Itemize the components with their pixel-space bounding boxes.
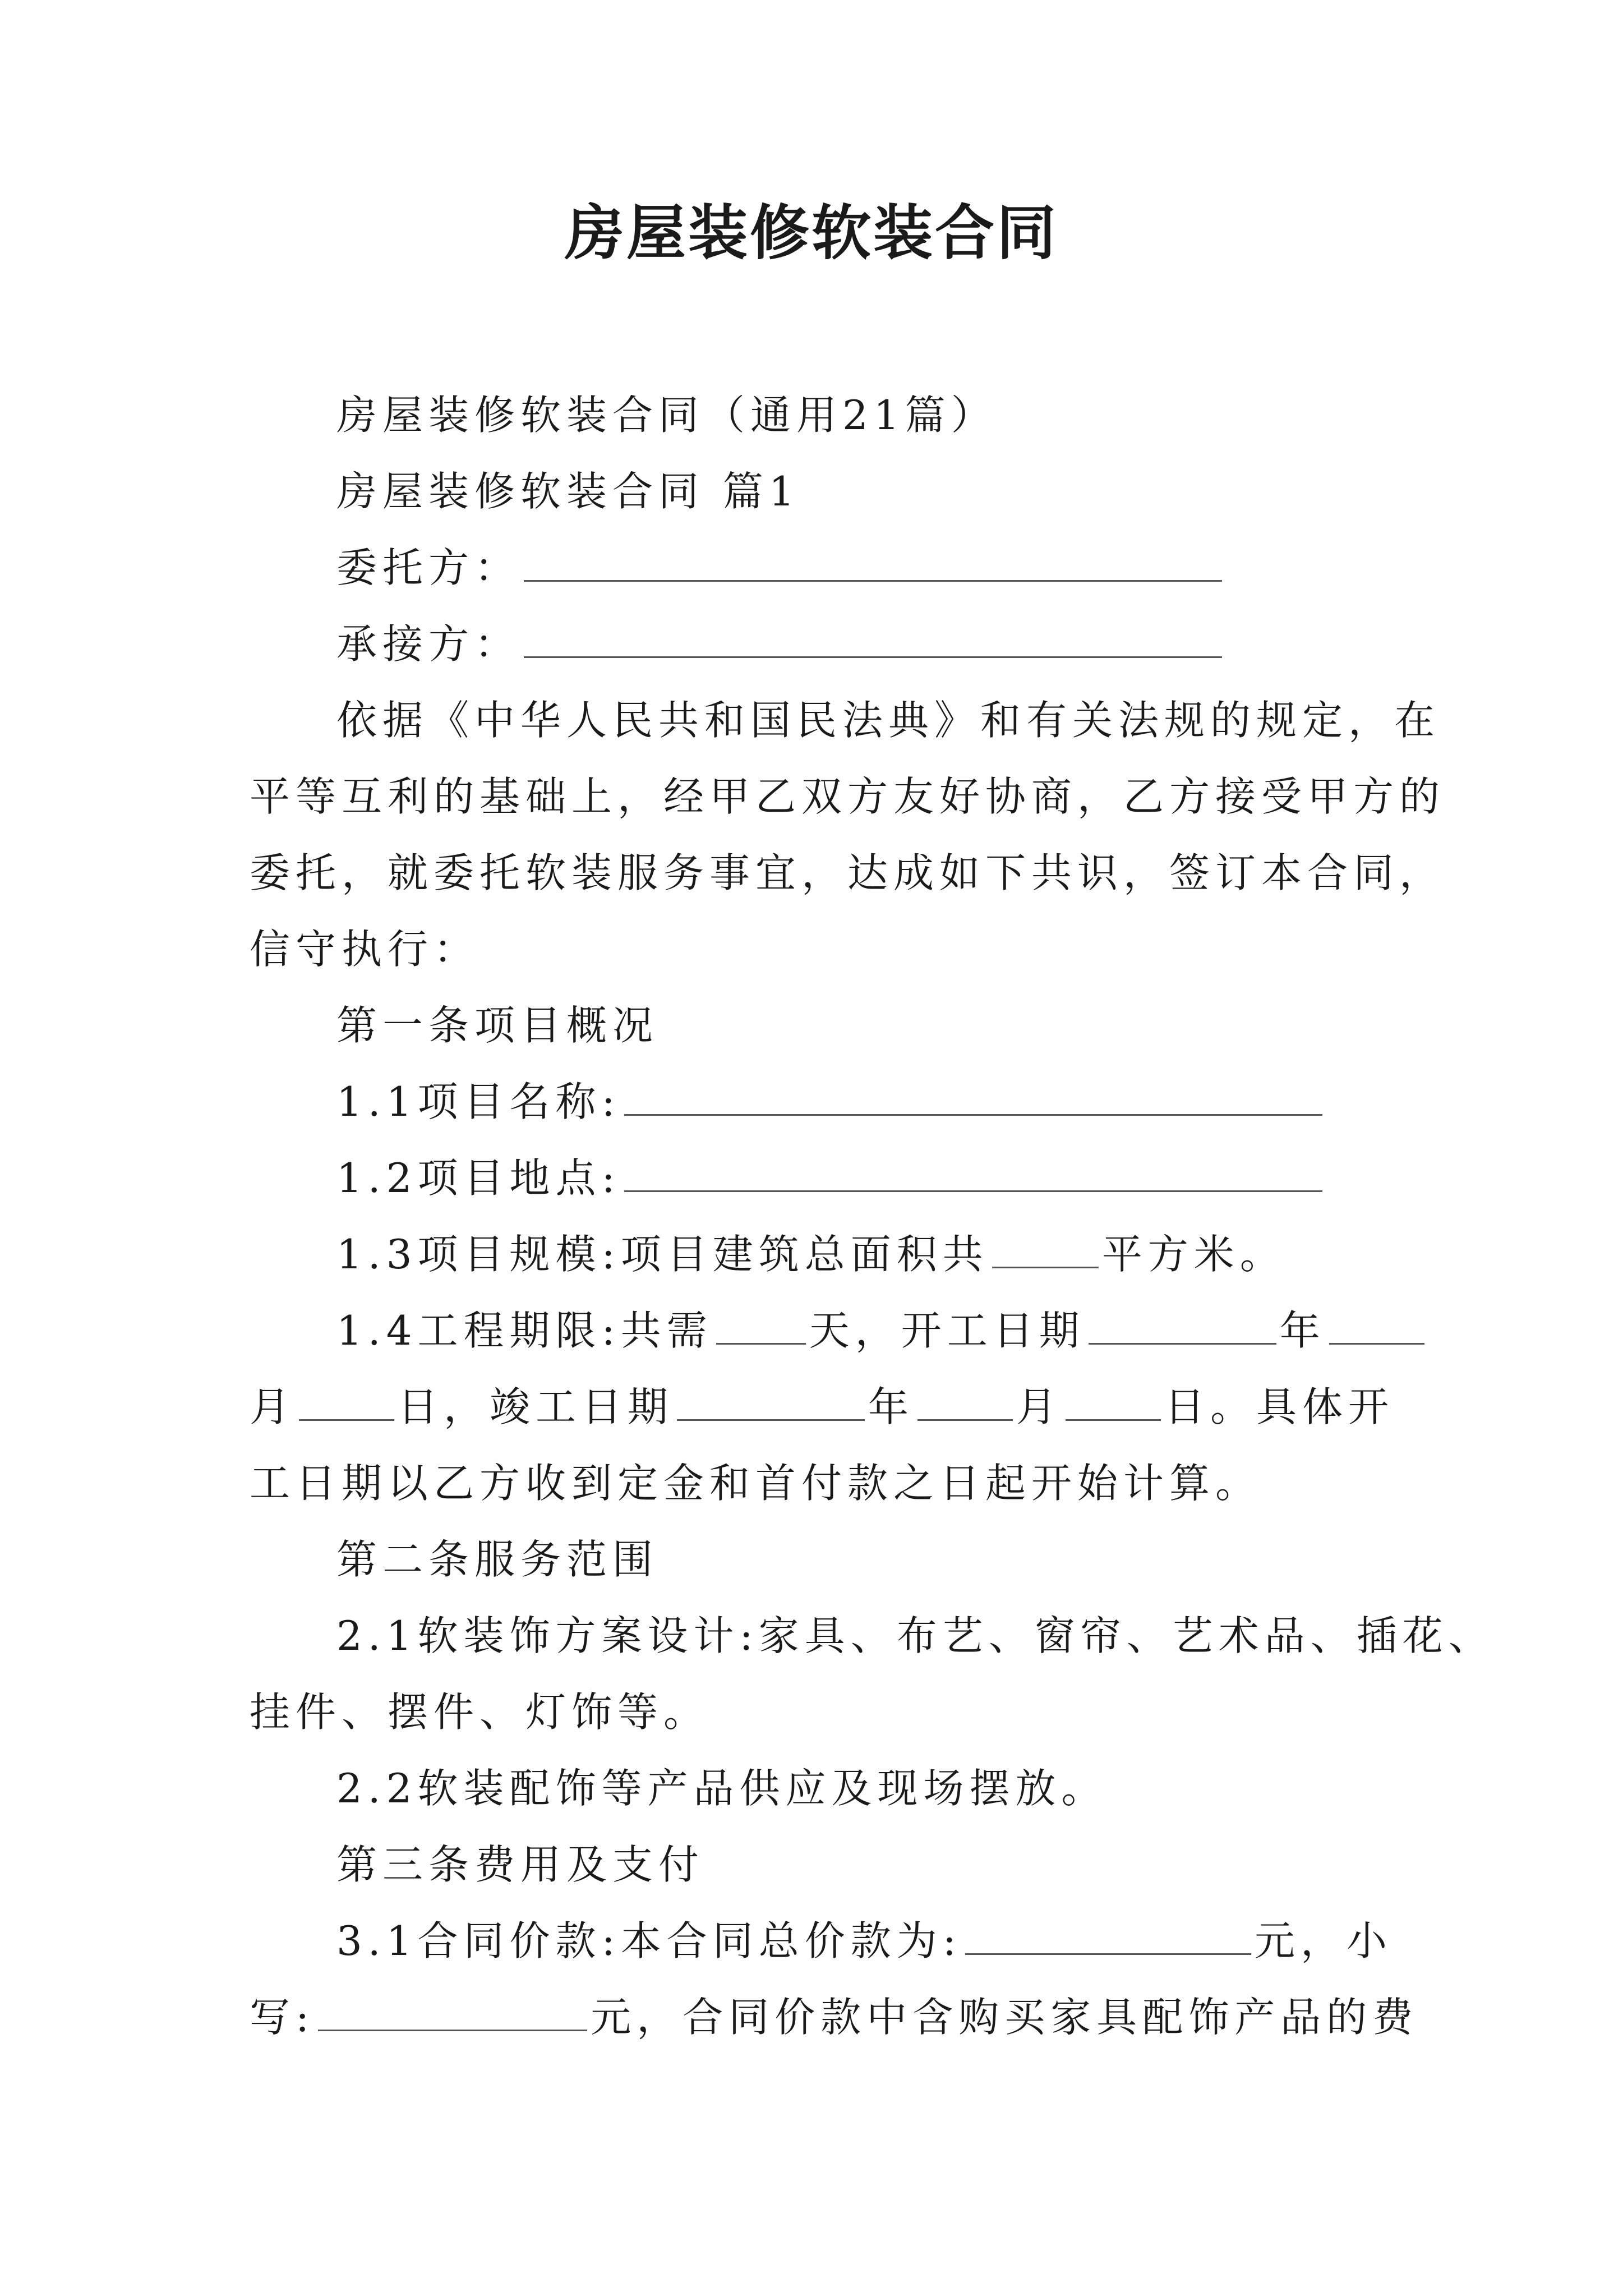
item-1-2-label: 1.2项目地点: xyxy=(336,1154,621,1202)
article-3-heading: 第三条费用及支付 xyxy=(336,1841,705,1888)
end-day-blank xyxy=(1066,1384,1161,1421)
party-a-blank xyxy=(524,545,1222,582)
item-1-4-row-3: 工日期以乙方收到定金和首付款之日起开始计算。 xyxy=(250,1460,1262,1507)
item-3-1-row-2 xyxy=(250,1989,1418,2045)
days-blank xyxy=(716,1308,806,1345)
start-year-blank xyxy=(1089,1308,1276,1345)
item-1-4-end-year-text: 年 xyxy=(868,1383,915,1430)
item-2-1-line-2: 挂件、摆件、灯饰等。 xyxy=(250,1688,710,1736)
item-1-4-end-month-text: 月 xyxy=(1016,1383,1063,1430)
item-1-2-row xyxy=(336,1150,1326,1206)
item-3-1-label: 3.1合同价款:本合同总价款为: xyxy=(336,1917,962,1964)
party-b-blank xyxy=(524,622,1222,658)
intro-line-1: 依据《中华人民共和国民法典》和有关法规的规定，在 xyxy=(336,697,1441,744)
party-b-label: 承接方： xyxy=(336,620,521,668)
item-1-4-month-text: 月 xyxy=(250,1383,296,1430)
party-a-row xyxy=(336,540,1225,596)
item-2-1-line-1: 2.1软装饰方案设计:家具、布艺、窗帘、艺术品、插花、 xyxy=(336,1612,1495,1659)
item-3-1-continuation: 元，合同价款中含购买家具配饰产品的费 xyxy=(591,1994,1419,2041)
article-2-heading: 第二条服务范围 xyxy=(336,1536,659,1583)
total-price-blank xyxy=(965,1918,1251,1955)
intro-line-3: 委托，就委托软装服务事宜，达成如下共识，签订本合同， xyxy=(250,849,1446,896)
party-b-row xyxy=(336,616,1225,672)
start-day-blank xyxy=(299,1384,394,1421)
item-1-3-row xyxy=(336,1226,1286,1282)
item-2-2: 2.2软装配饰等产品供应及现场摆放。 xyxy=(336,1765,1108,1812)
item-3-1-yuan-text: 元，小 xyxy=(1255,1917,1393,1964)
item-1-4-year-text: 年 xyxy=(1279,1307,1326,1354)
lowercase-price-blank xyxy=(318,1995,587,2031)
intro-line-2: 平等互利的基础上，经甲乙双方友好协商，乙方接受甲方的 xyxy=(250,773,1446,820)
start-month-blank xyxy=(1329,1308,1424,1345)
item-1-3-unit: 平方米。 xyxy=(1101,1231,1286,1278)
intro-line-4: 信守执行： xyxy=(250,926,480,973)
project-location-blank xyxy=(624,1156,1322,1192)
item-1-4-end-day-text: 日。具体开 xyxy=(1164,1383,1395,1430)
item-1-4-row xyxy=(336,1303,1428,1359)
item-3-1-row xyxy=(336,1913,1393,1969)
end-year-blank xyxy=(677,1384,865,1421)
item-1-4-label: 1.4工程期限:共需 xyxy=(336,1307,713,1354)
end-month-blank xyxy=(917,1384,1013,1421)
document-subtitle: 房屋装修软装合同（通用21篇） xyxy=(336,392,997,439)
area-blank xyxy=(992,1232,1099,1268)
party-a-label: 委托方： xyxy=(336,544,521,591)
item-1-4-row-2 xyxy=(250,1379,1394,1435)
document-title: 房屋装修软装合同 xyxy=(565,197,1058,268)
item-1-4-start-text: 天，开工日期 xyxy=(809,1307,1085,1354)
item-3-1-lowercase-label: 写: xyxy=(250,1994,315,2041)
item-1-1-label: 1.1项目名称: xyxy=(336,1078,621,1125)
section-heading: 房屋装修软装合同 篇1 xyxy=(336,468,800,515)
item-1-3-label: 1.3项目规模:项目建筑总面积共 xyxy=(336,1231,989,1278)
item-1-4-end-text: 日，竣工日期 xyxy=(398,1383,674,1430)
item-1-1-row xyxy=(336,1074,1326,1130)
article-1-heading: 第一条项目概况 xyxy=(336,1002,659,1049)
project-name-blank xyxy=(624,1079,1322,1116)
